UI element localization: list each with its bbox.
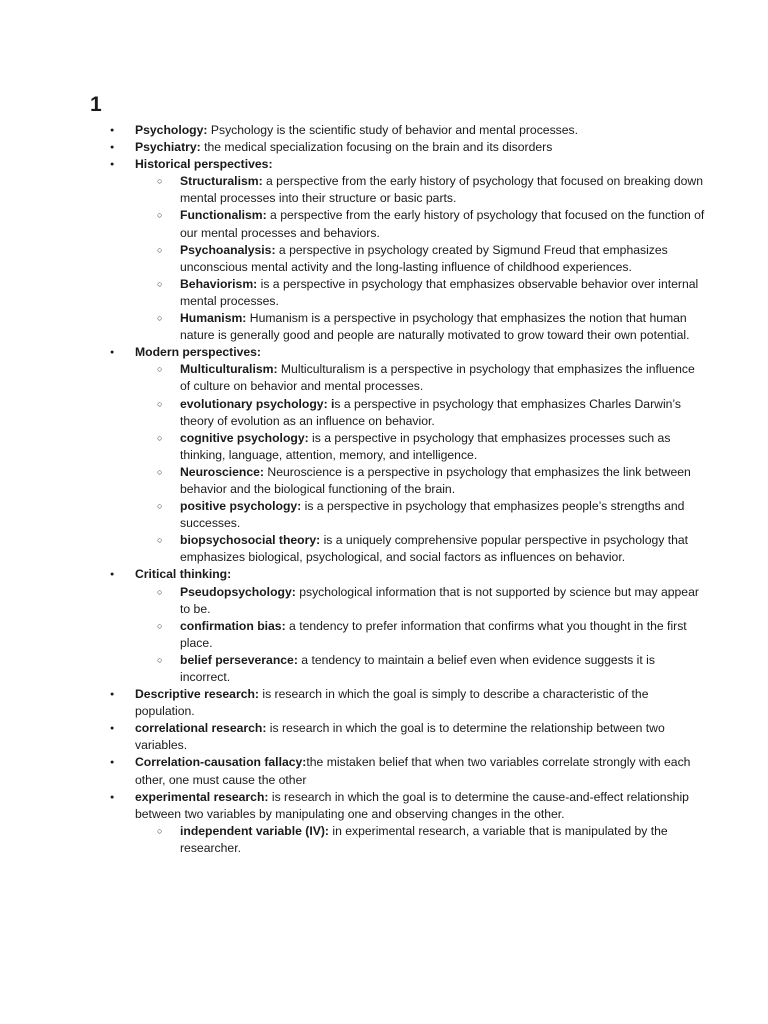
definition-text: in experimental research, a variable that is manipulated by the researcher. bbox=[180, 823, 668, 855]
sub-bullet-item-independent-variable-iv bbox=[180, 823, 708, 857]
term-label: Humanism: bbox=[180, 311, 247, 326]
sub-list bbox=[135, 584, 708, 687]
sub-bullet-item-positive-psychology bbox=[180, 498, 708, 532]
term-label: experimental research: bbox=[135, 789, 269, 804]
bullet-item-historical-perspectives bbox=[135, 156, 708, 344]
bullet-item-correlation-causation-fallacy bbox=[135, 754, 708, 788]
term-label: independent variable (IV): bbox=[180, 823, 329, 838]
definition-text: is a perspective in psychology that emphasizes observable behavior over internal mental processes. bbox=[180, 276, 699, 308]
definition-text: psychological information that is not supported by science but may appear to be. bbox=[180, 584, 699, 616]
term-label: confirmation bias: bbox=[180, 618, 286, 633]
term-label: Functionalism: bbox=[180, 208, 267, 223]
bullet-item-psychology bbox=[135, 122, 708, 139]
term-label: Pseudopsychology: bbox=[180, 584, 296, 599]
sub-list bbox=[135, 361, 708, 566]
term-label: Psychoanalysis: bbox=[180, 242, 276, 257]
term-label: Psychiatry: bbox=[135, 140, 201, 155]
notes-list bbox=[90, 122, 708, 857]
definition-text: Multiculturalism is a perspective in psychology that emphasizes the influence of culture on behavior and mental processes. bbox=[180, 362, 695, 394]
definition-text: is research in which the goal is to determine the relationship between two variables. bbox=[135, 721, 665, 753]
bullet-item-critical-thinking bbox=[135, 566, 708, 686]
sub-bullet-item-multiculturalism bbox=[180, 361, 708, 395]
sub-bullet-item-confirmation-bias bbox=[180, 618, 708, 652]
definition-text: Psychology is the scientific study of behavior and mental processes. bbox=[207, 123, 579, 137]
sub-list bbox=[135, 173, 708, 344]
term-label: Neuroscience: bbox=[180, 464, 264, 479]
definition-text: is a uniquely comprehensive popular perspective in psychology that emphasizes biological, psychological, and social factors as influences on behavior. bbox=[180, 533, 689, 565]
term-label: Descriptive research: bbox=[135, 687, 259, 702]
term-label: Modern perspectives: bbox=[135, 345, 261, 360]
definition-text: Humanism is a perspective in psychology that emphasizes the notion that human nature is generally good and people are naturally motivated to grow toward their own potential. bbox=[180, 311, 690, 343]
sub-bullet-item-belief-perseverance bbox=[180, 652, 708, 686]
definition-text: a perspective from the early history of psychology that focused on breaking down mental processes into their structure or basic parts. bbox=[180, 174, 703, 206]
sub-bullet-item-functionalism bbox=[180, 207, 708, 241]
term-label: Correlation-causation fallacy: bbox=[135, 755, 307, 770]
bullet-item-modern-perspectives bbox=[135, 344, 708, 566]
bullet-item-descriptive-research bbox=[135, 686, 708, 720]
bullet-item-psychiatry bbox=[135, 139, 708, 156]
term-label: Critical thinking: bbox=[135, 567, 232, 582]
sub-bullet-item-cognitive-psychology bbox=[180, 430, 708, 464]
sub-list bbox=[135, 823, 708, 857]
bullet-item-experimental-research bbox=[135, 789, 708, 857]
term-label: belief perseverance: bbox=[180, 652, 298, 667]
term-label: evolutionary psychology: i bbox=[180, 396, 335, 411]
definition-text: a tendency to prefer information that confirms what you thought in the first place. bbox=[180, 618, 687, 650]
term-label: cognitive psychology: bbox=[180, 430, 309, 445]
definition-text: Neuroscience is a perspective in psychology that emphasizes the link between behavior and the biological functioning of the brain. bbox=[180, 464, 691, 496]
sub-bullet-item-behaviorism bbox=[180, 276, 708, 310]
sub-bullet-item-humanism bbox=[180, 310, 708, 344]
sub-bullet-item-biopsychosocial-theory bbox=[180, 532, 708, 566]
sub-bullet-item-evolutionary-psychology-i bbox=[180, 396, 708, 430]
definition-text: is a perspective in psychology that emphasizes processes such as thinking, language, attention, memory, and intelligence. bbox=[180, 430, 671, 462]
term-label: Structuralism: bbox=[180, 174, 263, 189]
definition-text: a perspective from the early history of psychology that focused on the function of our mental processes and behaviors. bbox=[180, 208, 705, 240]
definition-text: is research in which the goal is simply to describe a characteristic of the population. bbox=[135, 687, 649, 719]
term-label: Multiculturalism: bbox=[180, 362, 278, 377]
definition-text: is research in which the goal is to determine the cause-and-effect relationship between two variables by manipulating one and observing changes in the other. bbox=[135, 789, 689, 821]
sub-bullet-item-pseudopsychology bbox=[180, 584, 708, 618]
sub-bullet-item-psychoanalysis bbox=[180, 242, 708, 276]
sub-bullet-item-structuralism bbox=[180, 173, 708, 207]
page-number-heading: 1 bbox=[90, 93, 102, 116]
term-label: biopsychosocial theory: bbox=[180, 533, 321, 548]
definition-text: the mistaken belief that when two variables correlate strongly with each other, one must cause the other bbox=[135, 755, 691, 787]
definition-text: is a perspective in psychology that emphasizes people’s strengths and successes. bbox=[180, 499, 685, 531]
bullet-item-correlational-research bbox=[135, 720, 708, 754]
definition-text: the medical specialization focusing on the brain and its disorders bbox=[200, 140, 553, 155]
term-label: Behaviorism: bbox=[180, 276, 258, 291]
term-label: positive psychology: bbox=[180, 499, 302, 514]
term-label: Psychology: bbox=[135, 123, 208, 137]
definition-text: a perspective in psychology created by Sigmund Freud that emphasizes unconscious mental activity and the long-lasting influence of childhood experiences. bbox=[180, 242, 668, 274]
term-label: Historical perspectives: bbox=[135, 157, 273, 172]
term-label: correlational research: bbox=[135, 721, 267, 736]
sub-bullet-item-neuroscience bbox=[180, 464, 708, 498]
definition-text: s a perspective in psychology that emphasizes Charles Darwin’s theory of evolution as an influence on behavior. bbox=[180, 396, 682, 428]
definition-text: a tendency to maintain a belief even when evidence suggests it is incorrect. bbox=[180, 652, 655, 684]
